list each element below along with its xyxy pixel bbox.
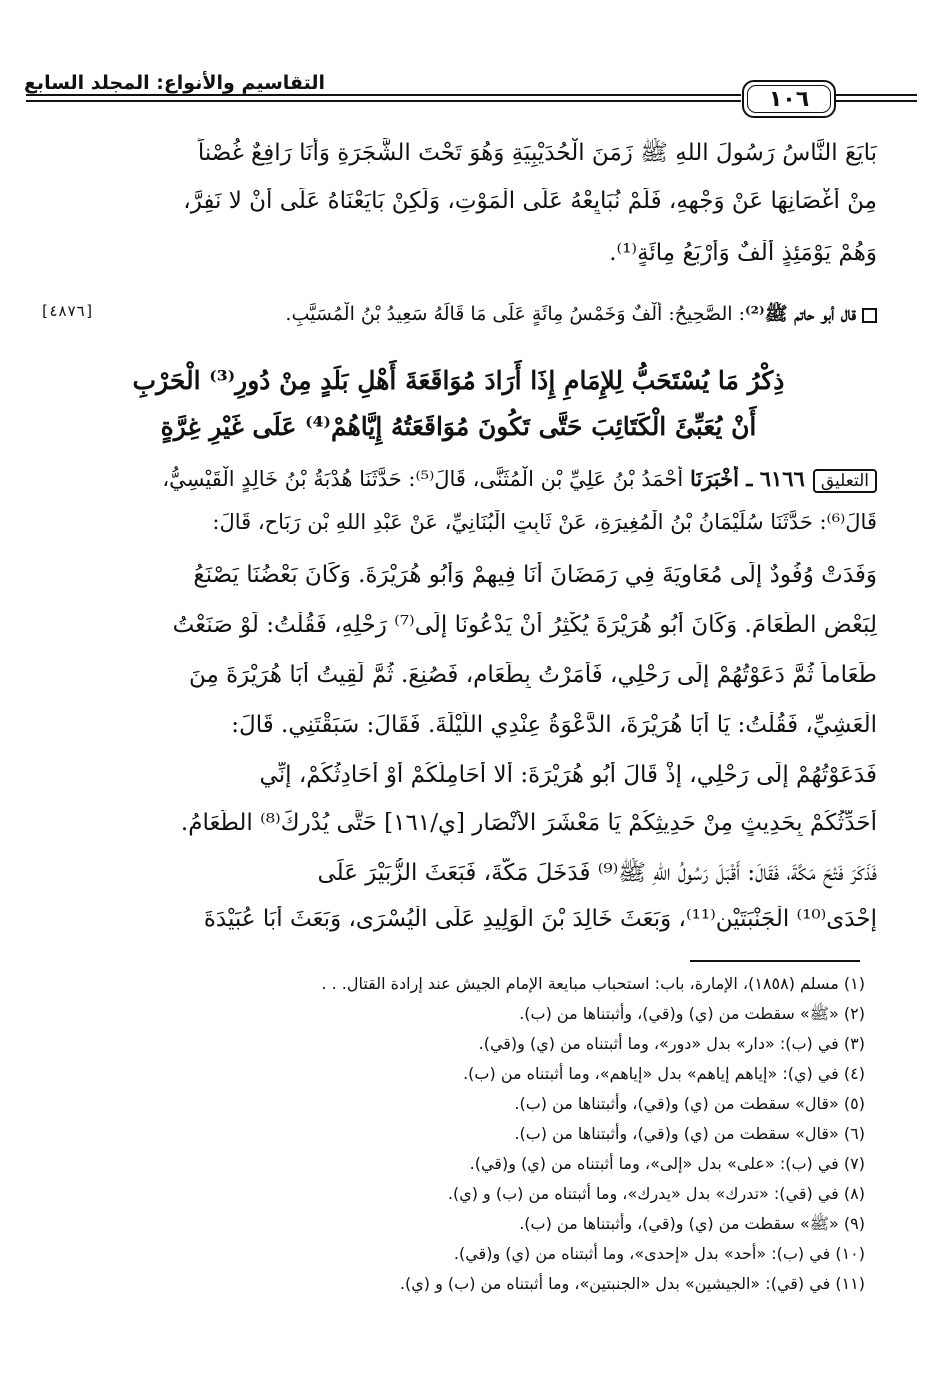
note-reference: [٤٨٧٦] (40, 302, 95, 320)
chapter-heading-line: أَنْ يُعَبِّئَ الْكَتَائِبَ حَتَّى تَكُونَ مُوَاقَعَتُهُ إِيَّاهُمْ⁽⁴⁾ عَلَى غَيْرِ غِرَّةٍ (160, 412, 757, 441)
text-line: قَالَ⁽⁶⁾: حَدَّثَنَا سُلَيْمَانُ بْنُ الْمُغِيرَةِ، عَنْ ثَابِتٍ الْبُنَانِيِّ، عَنْ عَبْدِ اللهِ بْنِ رَبَاحٍ، قَالَ: (212, 510, 877, 534)
text-line: الْعَشِيِّ، فَقُلْتُ: يَا أَبَا هُرَيْرَةَ، الدَّعْوَةُ عِنْدِي اللَّيْلَةَ. فَقَالَ: سَبَقْتَنِي. قَالَ: (231, 712, 877, 738)
hadith-isnad (40, 466, 877, 493)
text-line: فَدَعَوْتُهُمْ إِلَى رَحْلِي، إِذْ قَالَ أَبُو هُرَيْرَةَ: أَلا أُحَامِلُكُمْ أَوْ أُحَادِثُكُمْ، إِنِّي (259, 762, 877, 788)
text-line: مِنْ أَغْصَانِهَا عَنْ وَجْهِهِ، فَلَمْ نُبَايِعْهُ عَلَى الْمَوْتِ، وَلَكِنْ بَايَعْنَاهُ عَلَى أَنْ لا نَفِرَّ، (183, 188, 877, 214)
footnote: (١١) في (قي): «الجيشين» بدل «الجنبتين»، وما أثبتناه من (ب) و (ي). (399, 1274, 865, 1293)
header-rule (836, 94, 917, 96)
hadith-number: ٦١٦٦ ـ أَخْبَرَنَا (689, 466, 805, 491)
hadith-badge: التعليق (813, 469, 877, 493)
running-header-title: التقاسيم والأنواع: المجلد السابع (23, 72, 325, 94)
chapter-heading-line: ذِكْرُ مَا يُسْتَحَبُّ لِلإِمَامِ إِذَا أَرَادَ مُوَاقَعَةَ أَهْلِ بَلَدٍ مِنْ دُورِ⁽³⁾ الْحَرْبِ (132, 366, 785, 395)
header-rule (26, 94, 741, 96)
isnad-text: أَحْمَدُ بْنُ عَلِيِّ بْنِ الْمُثَنَّى، قَالَ⁽⁵⁾: حَدَّثَنَا هُدْبَةُ بْنُ خَالِدٍ الْقَيْسِيُّ، (162, 467, 684, 491)
page-number: ١٠٦ (768, 86, 810, 112)
square-bullet-icon (862, 308, 877, 323)
text-line: طَعَاماً ثُمَّ دَعَوْتُهُمْ إِلَى رَحْلِي، فَأَمَرْتُ بِطَعَامٍ، فَصُنِعَ. ثُمَّ لَقِيتُ أَبَا هُرَيْرَةَ مِنَ (188, 662, 877, 688)
footnote-separator (690, 960, 860, 962)
text-line: بَايَعَ النَّاسُ رَسُولَ اللهِ ﷺ زَمَنَ الْحُدَيْبِيَةِ وَهُوَ تَحْتَ الشَّجَرَةِ وَأَنَا رَافِعٌ غُصْناً (197, 140, 877, 166)
page-number-box (742, 80, 836, 118)
abu-hatim-note (40, 302, 877, 330)
text-line: وَهُمْ يَوْمَئِذٍ أَلْفٌ وَأَرْبَعُ مِائَةٍ⁽¹⁾. (609, 240, 877, 266)
text-line: إِحْدَى⁽¹⁰⁾ الْجَنْبَتَيْنِ⁽¹¹⁾، وَبَعَثَ خَالِدَ بْنَ الْوَلِيدِ عَلَى الْيُسْرَى، وَبَعَثَ أَبَا عُبَيْدَةَ (203, 906, 877, 932)
text-line: لِبَعْضٍ الطَّعَامَ. وَكَانَ أَبُو هُرَيْرَةَ يُكْثِرُ أَنْ يَدْعُونَا إِلَى⁽⁷⁾ رَحْلِهِ، فَقُلْتُ: لَوْ صَنَعْتُ (172, 612, 877, 638)
text-line: وَفَدَتْ وُفُودٌ إِلَى مُعَاوِيَةَ فِي رَمَضَانَ أَنَا فِيهِمْ وَأَبُو هُرَيْرَةَ. وَكَانَ بَعْضُنَا يَصْنَعُ (193, 562, 877, 588)
footnote: (٦) «قال» سقطت من (ي) و(قي)، وأثبتناها من (ب). (514, 1124, 865, 1143)
text-line: أُحَدِّثُكُمْ بِحَدِيثٍ مِنْ حَدِيثِكُمْ يَا مَعْشَرَ الأَنْصَارِ [ي/١٦١] حَتَّى يُدْرِكَ⁽⁸⁾ الطَّعَامُ. (180, 810, 877, 836)
footnote: (٨) في (قي): «تدرك» بدل «يدرك»، وما أثبتناه من (ب) و (ي). (447, 1184, 865, 1203)
header-rule (836, 100, 917, 102)
footnote: (٧) في (ب): «على» بدل «إلى»، وما أثبتناه من (ي) و(قي). (469, 1154, 865, 1173)
footnote: (١) مسلم (١٨٥٨)، الإمارة، باب: استحباب مبايعة الإمام الجيش عند إرادة القتال. . . (321, 974, 865, 993)
note-text: : الصَّحِيحُ: أَلْفٌ وَخَمْسُ مِائَةٍ عَلَى مَا قَالَهُ سَعِيدُ بْنُ الْمُسَيَّبِ. (285, 303, 745, 325)
footnote: (١٠) في (ب): «أحد» بدل «إحدى»، وما أثبتناه من (ي) و(قي). (453, 1244, 865, 1263)
footnote: (٢) «ﷺ» سقطت من (ي) و(قي)، وأثبتناها من (ب). (519, 1004, 865, 1023)
text-line: فَذَكَرَ فَتْحَ مَكَّةَ، فَقَالَ: أَقْبَلَ رَسُولُ اللهِ ﷺ⁽⁹⁾ فَدَخَلَ مَكَّةَ، فَبَعَثَ الزُّبَيْرَ عَلَى (317, 860, 877, 886)
footnote: (٥) «قال» سقطت من (ي) و(قي)، وأثبتناها من (ب). (514, 1094, 865, 1113)
note-label: قال أبو حاتم ﷺ⁽²⁾ (744, 303, 856, 325)
footnote: (٤) في (ي): «إياهم إياهم» بدل «إياهم»، وما أثبتناه من (ب). (463, 1064, 865, 1083)
footnote: (٣) في (ب): «دار» بدل «دور»، وما أثبتناه من (ي) و(قي). (478, 1034, 865, 1053)
footnote: (٩) «ﷺ» سقطت من (ي) و(قي)، وأثبتناها من (ب). (519, 1214, 865, 1233)
header-rule (26, 100, 741, 102)
